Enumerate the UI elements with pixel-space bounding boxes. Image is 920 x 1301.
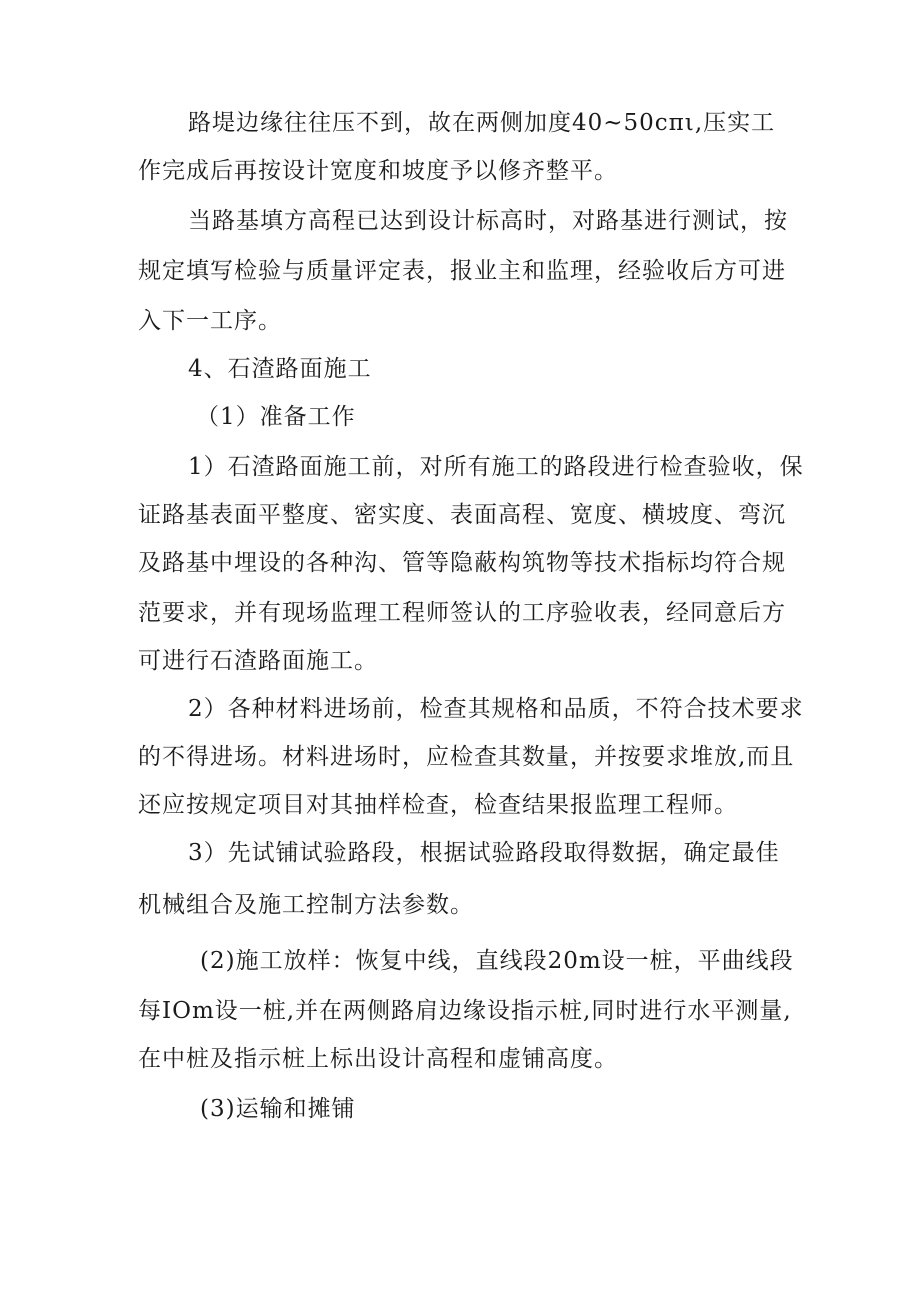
section-heading: 4、石渣路面施工 — [188, 356, 372, 382]
text-line: 作完成后再按设计宽度和坡度予以修齐整平。 — [138, 158, 618, 184]
text-line: 在中桩及指示桩上标出设计高程和虚铺高度。 — [138, 1046, 618, 1072]
text-line: 当路基填方高程已达到设计标高时，对路基进行测试，按 — [188, 208, 788, 234]
text-line: 每IOm设一桩,并在两侧路肩边缘设指示桩,同时进行水平测量, — [138, 998, 792, 1024]
text-line: 1）石渣路面施工前，对所有施工的路段进行检查验收，保 — [188, 454, 804, 480]
text-line: 机械组合及施工控制方法参数。 — [138, 892, 474, 918]
text-line: 2）各种材料进场前，检查其规格和品质，不符合技术要求 — [188, 696, 804, 722]
text-line: 入下一工序。 — [138, 308, 282, 334]
text-line: 及路基中埋设的各种沟、管等隐蔽构筑物等技术指标均符合规 — [138, 550, 786, 576]
text-line: 路堤边缘往往压不到，故在两侧加度40~50cπι,压实工 — [188, 110, 776, 136]
subsection-heading: (3)运输和摊铺 — [200, 1096, 356, 1122]
text-line: 3）先试铺试验路段，根据试验路段取得数据，确定最佳 — [188, 840, 780, 866]
text-line: 还应按规定项目对其抽样检查，检查结果报监理工程师。 — [138, 792, 738, 818]
text-line: 规定填写检验与质量评定表，报业主和监理，经验收后方可进 — [138, 258, 786, 284]
text-line: 证路基表面平整度、密实度、表面高程、宽度、横坡度、弯沉 — [138, 502, 786, 528]
text-line: (2)施工放样：恢复中线，直线段20m设一桩，平曲线段 — [200, 948, 794, 974]
text-line: 范要求，并有现场监理工程师签认的工序验收表，经同意后方 — [138, 600, 786, 626]
subsection-heading: （1）准备工作 — [196, 404, 356, 430]
text-line: 的不得进场。材料进场时，应检查其数量，并按要求堆放,而且 — [138, 744, 795, 770]
text-line: 可进行石渣路面施工。 — [138, 648, 378, 674]
